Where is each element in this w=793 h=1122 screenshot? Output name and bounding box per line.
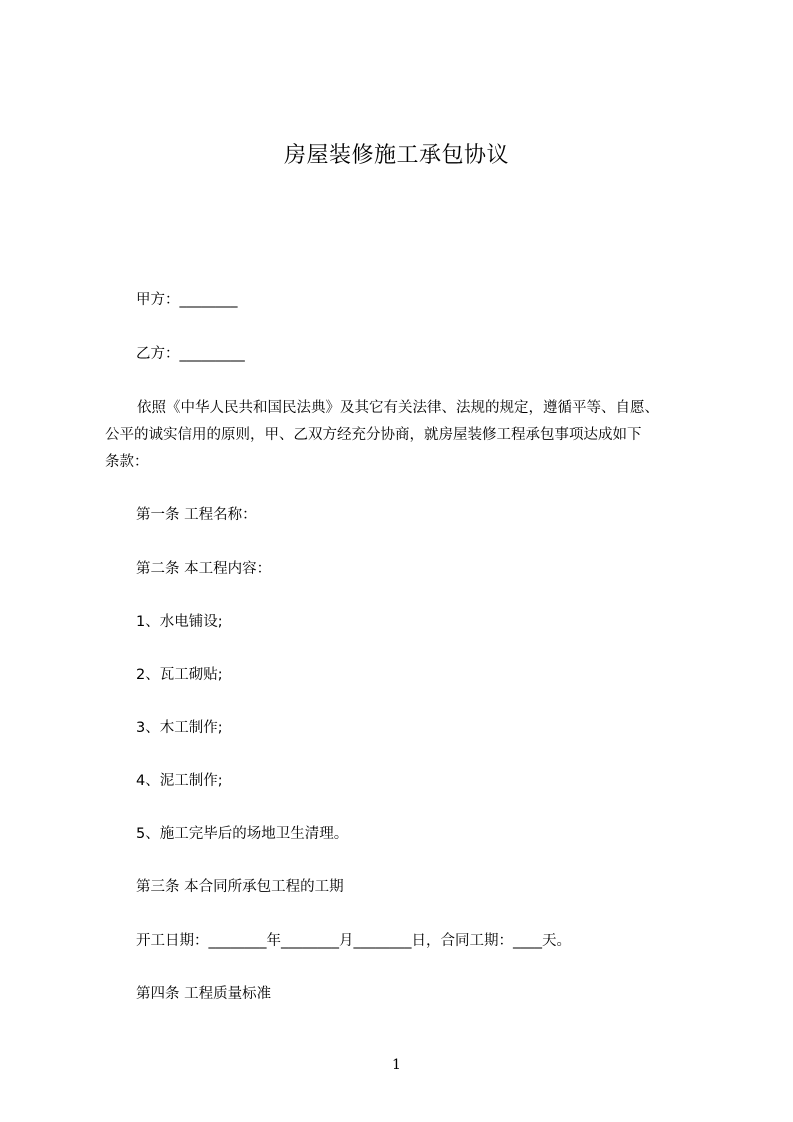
party-b-line: 乙方：_________ xyxy=(136,346,245,362)
list-item: 2、瓦工砌贴; xyxy=(136,667,223,683)
schedule-line: 开工日期：________年________月________日，合同工期：____天。 xyxy=(136,933,571,949)
intro-paragraph xyxy=(105,395,725,476)
intro-row-1-text: 依照《中华人民共和国民法典》及其它有关法律、法规的规定，遵循平等、自愿、 xyxy=(137,400,659,416)
intro-row-2: 公平的诚实信用的原则，甲、乙双方经充分协商，就房屋装修工程承包事项达成如下 xyxy=(105,427,642,443)
article-2-heading: 第二条 本工程内容： xyxy=(136,561,272,577)
party-a-line: 甲方：________ xyxy=(136,292,238,308)
page-number: 1 xyxy=(392,1057,401,1073)
document-title: 房屋装修施工承包协议 xyxy=(283,143,509,168)
list-item: 1、水电铺设; xyxy=(136,614,223,630)
list-item: 3、木工制作; xyxy=(136,720,223,736)
article-3-heading: 第三条 本合同所承包工程的工期 xyxy=(136,879,344,895)
intro-row-3: 条款： xyxy=(105,454,149,470)
article-1-heading: 第一条 工程名称： xyxy=(136,507,257,523)
list-item: 5、施工完毕后的场地卫生清理。 xyxy=(136,826,349,842)
list-item: 4、泥工制作; xyxy=(136,773,223,789)
intro-row-1 xyxy=(105,395,725,422)
article-4-heading: 第四条 工程质量标准 xyxy=(136,986,272,1002)
